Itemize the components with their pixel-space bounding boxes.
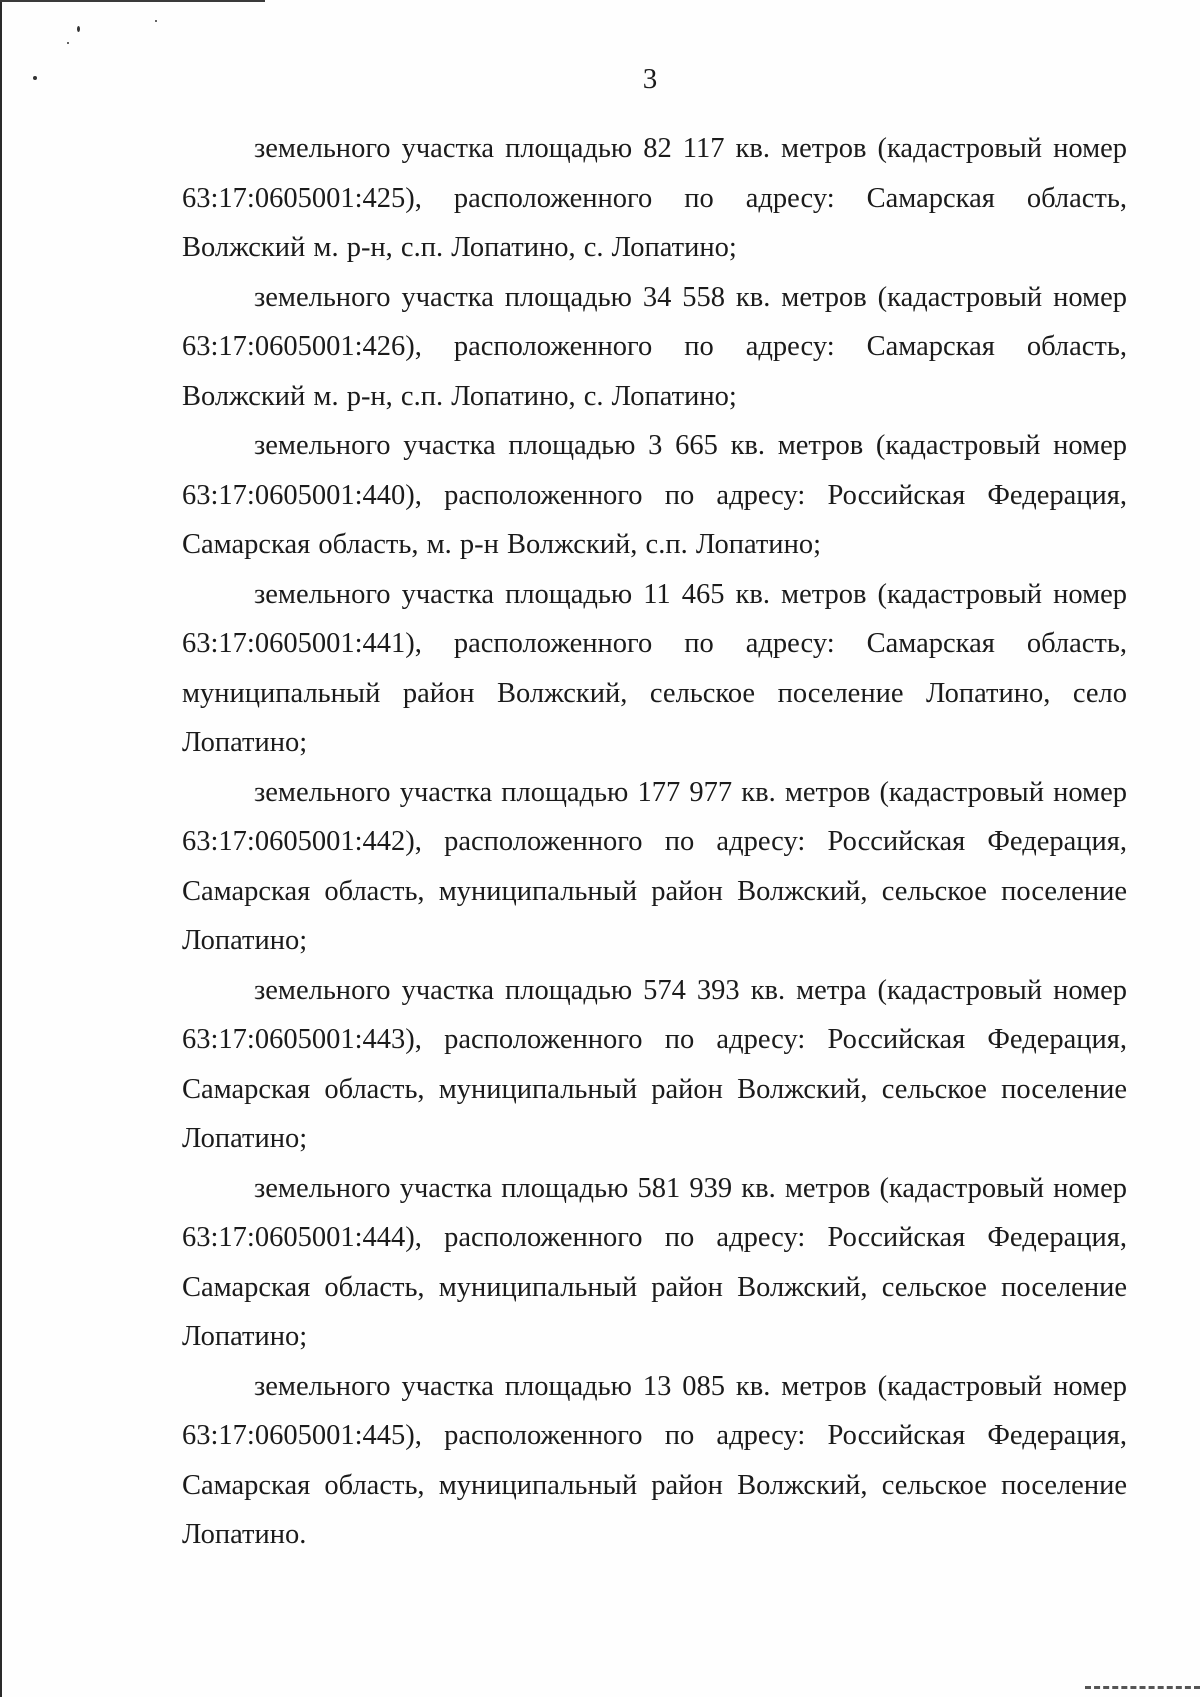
- land-plot-paragraph-442: земельного участка площадью 177 977 кв. метров (кадастровый номер 63:17:0605001:442), расположенного по адресу: Российская Федерация, Самарская область, муниципальный район Волжский, сельское поселение Лопатино;: [182, 776, 1127, 956]
- scan-speck: [155, 20, 157, 22]
- scan-edge-top: [0, 0, 265, 2]
- land-plot-paragraph-444: земельного участка площадью 581 939 кв. метров (кадастровый номер 63:17:0605001:444), расположенного по адресу: Российская Федерация, Самарская область, муниципальный район Волжский, сельское поселение Лопатино;: [182, 1172, 1127, 1352]
- document-body: [182, 124, 1127, 1560]
- land-plot-paragraph-445: земельного участка площадью 13 085 кв. метров (кадастровый номер 63:17:0605001:445), расположенного по адресу: Российская Федерация, Самарская область, муниципальный район Волжский, сельское поселение Лопатино.: [182, 1370, 1127, 1550]
- land-plot-paragraph-425: земельного участка площадью 82 117 кв. метров (кадастровый номер 63:17:0605001:425), расположенного по адресу: Самарская область, Волжский м. р-н, с.п. Лопатино, с. Лопатино;: [182, 133, 1127, 263]
- land-plot-paragraph-443: земельного участка площадью 574 393 кв. метра (кадастровый номер 63:17:0605001:443), расположенного по адресу: Российская Федерация, Самарская область, муниципальный район Волжский, сельское поселение Лопатино;: [182, 974, 1127, 1154]
- land-plot-paragraph-426: земельного участка площадью 34 558 кв. метров (кадастровый номер 63:17:0605001:426), расположенного по адресу: Самарская область, Волжский м. р-н, с.п. Лопатино, с. Лопатино;: [182, 281, 1127, 412]
- page-number: 3: [642, 63, 658, 95]
- land-plot-paragraph-440: земельного участка площадью 3 665 кв. метров (кадастровый номер 63:17:0605001:440), расположенного по адресу: Российская Федерация, Самарская область, м. р-н Волжский, с.п. Лопатино;: [182, 430, 1127, 560]
- scan-speck: [77, 26, 80, 32]
- scan-artifact-dashes: [1085, 1686, 1200, 1693]
- scan-speck: [67, 42, 69, 44]
- scan-edge-left: [0, 0, 2, 1697]
- land-plot-paragraph-441: земельного участка площадью 11 465 кв. метров (кадастровый номер 63:17:0605001:441), расположенного по адресу: Самарская область, муниципальный район Волжский, сельское поселение Лопатино, село Лопатино;: [182, 578, 1127, 758]
